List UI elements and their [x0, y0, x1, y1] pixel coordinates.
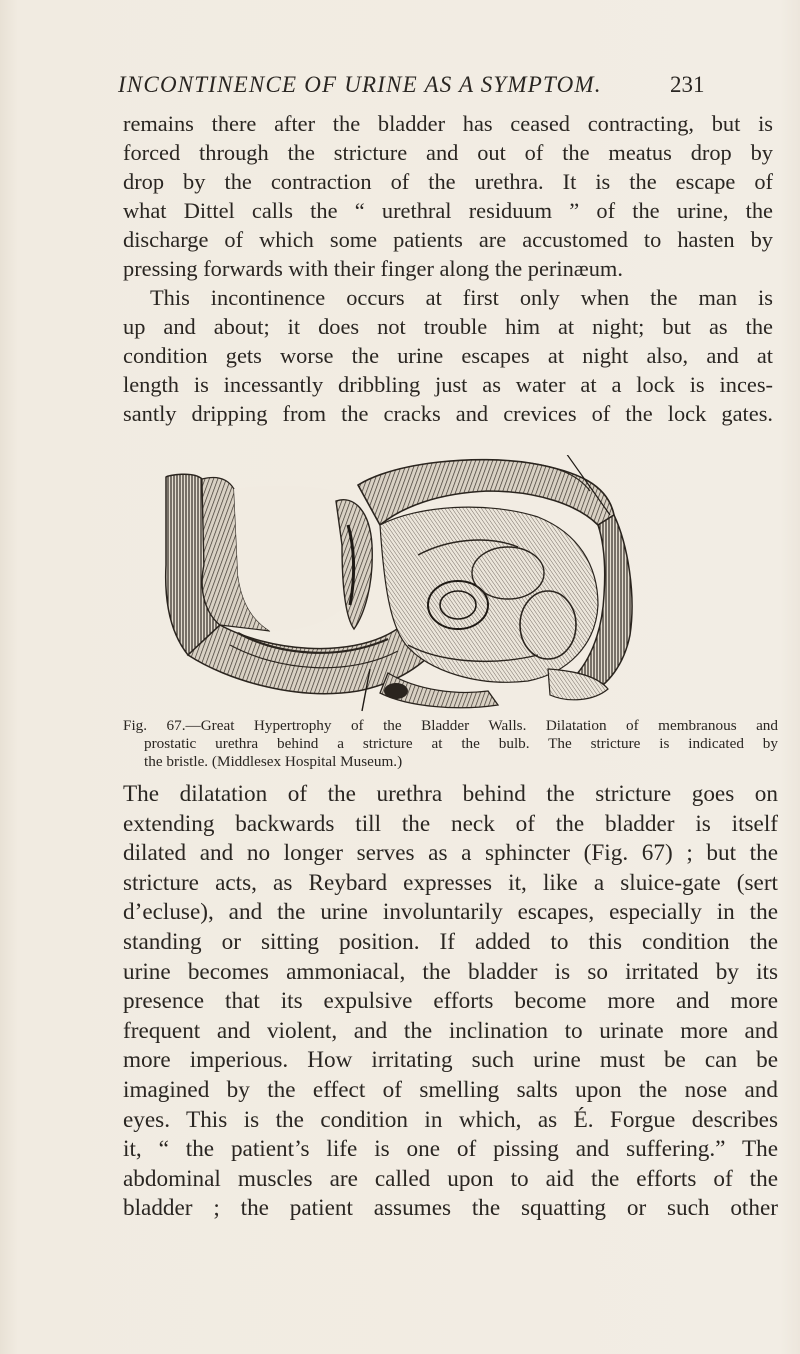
text-line: up and about; it does not trouble him at night; but as the — [123, 314, 773, 339]
caption-line: prostatic urethra behind a stricture at the bulb. The stricture is indicated by — [144, 735, 778, 752]
caption-line: Fig. 67.—Great Hypertrophy of the Bladder Walls. Dilatation of membranous and — [123, 717, 778, 734]
figure-caption — [123, 717, 778, 771]
text-line: more imperious. How irritating such urine must be can be — [123, 1047, 778, 1074]
text-line: imagined by the effect of smelling salts upon the nose and — [123, 1076, 778, 1103]
text-line: eyes. This is the condition in which, as É. Forgue describes — [123, 1106, 778, 1133]
page-header — [0, 70, 800, 100]
paragraph-2 — [123, 780, 778, 1224]
text-line: length is incessantly dribbling just as water at a lock is inces- — [123, 372, 773, 397]
text-line: what Dittel calls the “ urethral residuum ” of the urine, the — [123, 198, 773, 223]
page-number: 231 — [670, 72, 705, 97]
anatomical-illustration — [158, 455, 644, 713]
text-line: drop by the contraction of the urethra. It is the escape of — [123, 169, 773, 194]
text-line: dilated and no longer serves as a sphincter (Fig. 67) ; but the — [123, 840, 778, 867]
text-line: urine becomes ammoniacal, the bladder is so irritated by its — [123, 958, 778, 985]
text-line: forced through the stricture and out of the meatus drop by — [123, 140, 773, 165]
text-line: discharge of which some patients are accustomed to hasten by — [123, 227, 773, 252]
text-line: abdominal muscles are called upon to aid the efforts of the — [123, 1165, 778, 1192]
text-line: frequent and violent, and the inclination to urinate more and — [123, 1017, 778, 1044]
text-line: The dilatation of the urethra behind the stricture goes on — [123, 781, 778, 807]
text-line: standing or sitting position. If added to this condition the — [123, 928, 778, 955]
text-line: presence that its expulsive efforts become more and more — [123, 988, 778, 1015]
text-line: extending backwards till the neck of the bladder is itself — [123, 810, 778, 837]
text-line: bladder ; the patient assumes the squatting or such other — [123, 1195, 778, 1222]
caption-line: the bristle. (Middlesex Hospital Museum.) — [144, 753, 403, 770]
running-title: INCONTINENCE OF URINE AS A SYMPTOM. — [118, 72, 602, 97]
text-line: it, “ the patient’s life is one of pissing and suffering.” The — [123, 1136, 778, 1163]
text-line: santly dripping from the cracks and crevices of the lock gates. — [123, 401, 773, 426]
text-line: condition gets worse the urine escapes at night also, and at — [123, 343, 773, 368]
text-line: This incontinence occurs at first only when the man is — [150, 285, 773, 310]
bladder-section-drawing — [158, 455, 644, 713]
text-line: pressing forwards with their finger along the perinæum. — [123, 256, 623, 281]
text-line: remains there after the bladder has ceased contracting, but is — [123, 111, 773, 136]
text-line: d’ecluse), and the urine involuntarily escapes, especially in the — [123, 899, 778, 926]
paragraph-1 — [123, 109, 773, 428]
text-line: stricture acts, as Reybard expresses it, like a sluice-gate (sert — [123, 869, 778, 896]
